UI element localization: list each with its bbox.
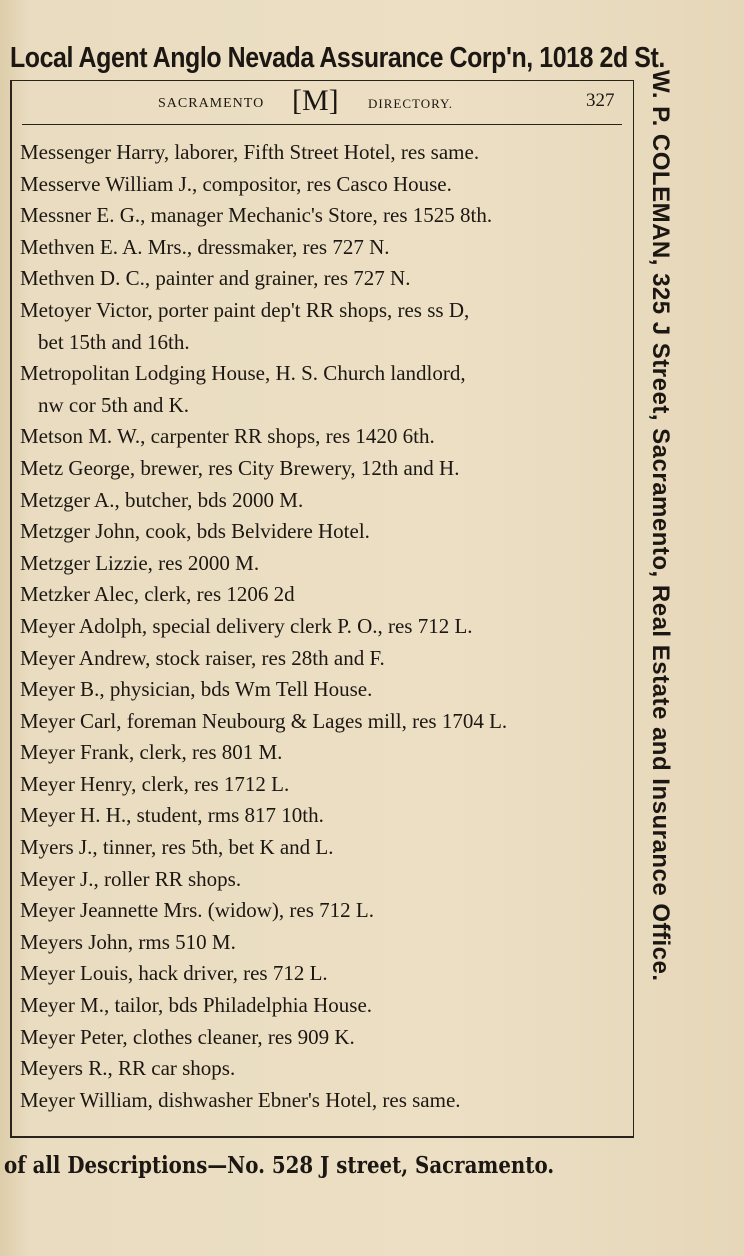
entry-text: Myers J., tinner, res 5th, bet K and L. bbox=[20, 835, 334, 860]
entry-text: Meyer Andrew, stock raiser, res 28th and F. bbox=[20, 645, 385, 670]
directory-entry bbox=[20, 516, 624, 548]
entry-text: Meyer H. H., student, rms 817 10th. bbox=[20, 803, 324, 828]
entry-text: Meyer Frank, clerk, res 801 M. bbox=[20, 740, 283, 765]
directory-entry bbox=[20, 674, 624, 706]
directory-entry bbox=[20, 706, 624, 738]
entry-text: Meyer M., tailor, bds Philadelphia House. bbox=[20, 993, 373, 1018]
directory-entry bbox=[20, 1085, 624, 1117]
entry-text: Meyer J., roller RR shops. bbox=[20, 866, 242, 891]
directory-entry bbox=[20, 169, 624, 201]
directory-entry bbox=[20, 864, 624, 896]
directory-entry bbox=[20, 295, 624, 358]
directory-entry bbox=[20, 358, 624, 421]
directory-entry bbox=[20, 895, 624, 927]
entry-text: Meyer William, dishwasher Ebner's Hotel, res same. bbox=[20, 1087, 461, 1112]
entry-text: Metson M. W., carpenter RR shops, res 1420 6th. bbox=[20, 424, 435, 449]
directory-entry bbox=[20, 232, 624, 264]
entry-text: Meyer Louis, hack driver, res 712 L. bbox=[20, 961, 328, 986]
entry-text: Meyers R., RR car shops. bbox=[20, 1056, 236, 1081]
directory-entry bbox=[20, 643, 624, 675]
entry-text: Metz George, brewer, res City Brewery, 12th and H. bbox=[20, 455, 460, 480]
entry-text: Meyer Jeannette Mrs. (widow), res 712 L. bbox=[20, 898, 374, 923]
entry-text: Messenger Harry, laborer, Fifth Street Hotel, res same. bbox=[20, 140, 480, 164]
directory-entry bbox=[20, 769, 624, 801]
entry-text: Metoyer Victor, porter paint dep't RR shops, res ss D, bbox=[20, 297, 470, 322]
directory-entry bbox=[20, 611, 624, 643]
directory-entry bbox=[20, 548, 624, 580]
directory-entries bbox=[20, 137, 624, 1116]
directory-entry bbox=[20, 137, 624, 169]
entry-text: Metzker Alec, clerk, res 1206 2d bbox=[20, 582, 295, 607]
entry-text: Meyer Henry, clerk, res 1712 L. bbox=[20, 771, 290, 796]
bottom-advertisement-banner: of all Descriptions—No. 528 J street, Sacramento. bbox=[4, 1152, 555, 1179]
header-directory: DIRECTORY. bbox=[368, 96, 454, 111]
entry-text: Meyer Adolph, special delivery clerk P. O., res 712 L. bbox=[20, 613, 473, 638]
directory-entry bbox=[20, 958, 624, 990]
entry-text: Meyer B., physician, bds Wm Tell House. bbox=[20, 677, 373, 702]
entry-continuation: bet 15th and 16th. bbox=[38, 329, 190, 354]
directory-entry bbox=[20, 832, 624, 864]
entry-text: Methven D. C., painter and grainer, res 727 N. bbox=[20, 266, 411, 291]
directory-entry bbox=[20, 800, 624, 832]
entry-text: Meyer Peter, clothes cleaner, res 909 K. bbox=[20, 1024, 355, 1049]
directory-entry bbox=[20, 1022, 624, 1054]
directory-entry bbox=[20, 421, 624, 453]
entry-text: Metzger Lizzie, res 2000 M. bbox=[20, 550, 260, 575]
entry-text: Meyer Carl, foreman Neubourg & Lages mill, res 1704 L. bbox=[20, 708, 508, 733]
directory-entry bbox=[20, 1053, 624, 1085]
directory-entry bbox=[20, 485, 624, 517]
directory-entry bbox=[20, 263, 624, 295]
entry-text: Methven E. A. Mrs., dressmaker, res 727 N. bbox=[20, 234, 390, 259]
entry-text: Metzger John, cook, bds Belvidere Hotel. bbox=[20, 519, 370, 544]
directory-entry bbox=[20, 453, 624, 485]
page-number: 327 bbox=[586, 90, 615, 111]
entry-text: Messerve William J., compositor, res Casco House. bbox=[20, 171, 452, 196]
directory-entry bbox=[20, 579, 624, 611]
directory-entry bbox=[20, 200, 624, 232]
side-banner-text: W. P. COLEMAN, 325 J Street, Sacramento, Real Estate and Insurance Office. bbox=[647, 70, 674, 982]
page-header bbox=[20, 86, 624, 122]
entry-text: Metzger A., butcher, bds 2000 M. bbox=[20, 487, 304, 512]
entry-text: Metropolitan Lodging House, H. S. Church landlord, bbox=[20, 361, 466, 386]
side-advertisement-banner bbox=[646, 70, 674, 1140]
header-city: SACRAMENTO bbox=[158, 96, 265, 111]
header-letter: [M] bbox=[292, 84, 339, 117]
entry-text: Meyers John, rms 510 M. bbox=[20, 929, 236, 954]
directory-entry bbox=[20, 990, 624, 1022]
directory-entry bbox=[20, 737, 624, 769]
entry-text: Messner E. G., manager Mechanic's Store, res 1525 8th. bbox=[20, 203, 493, 228]
header-rule bbox=[22, 124, 622, 125]
directory-entry bbox=[20, 927, 624, 959]
entry-continuation: nw cor 5th and K. bbox=[38, 392, 190, 417]
top-advertisement-banner: Local Agent Anglo Nevada Assurance Corp'n, 1018 2d St. bbox=[10, 42, 665, 74]
